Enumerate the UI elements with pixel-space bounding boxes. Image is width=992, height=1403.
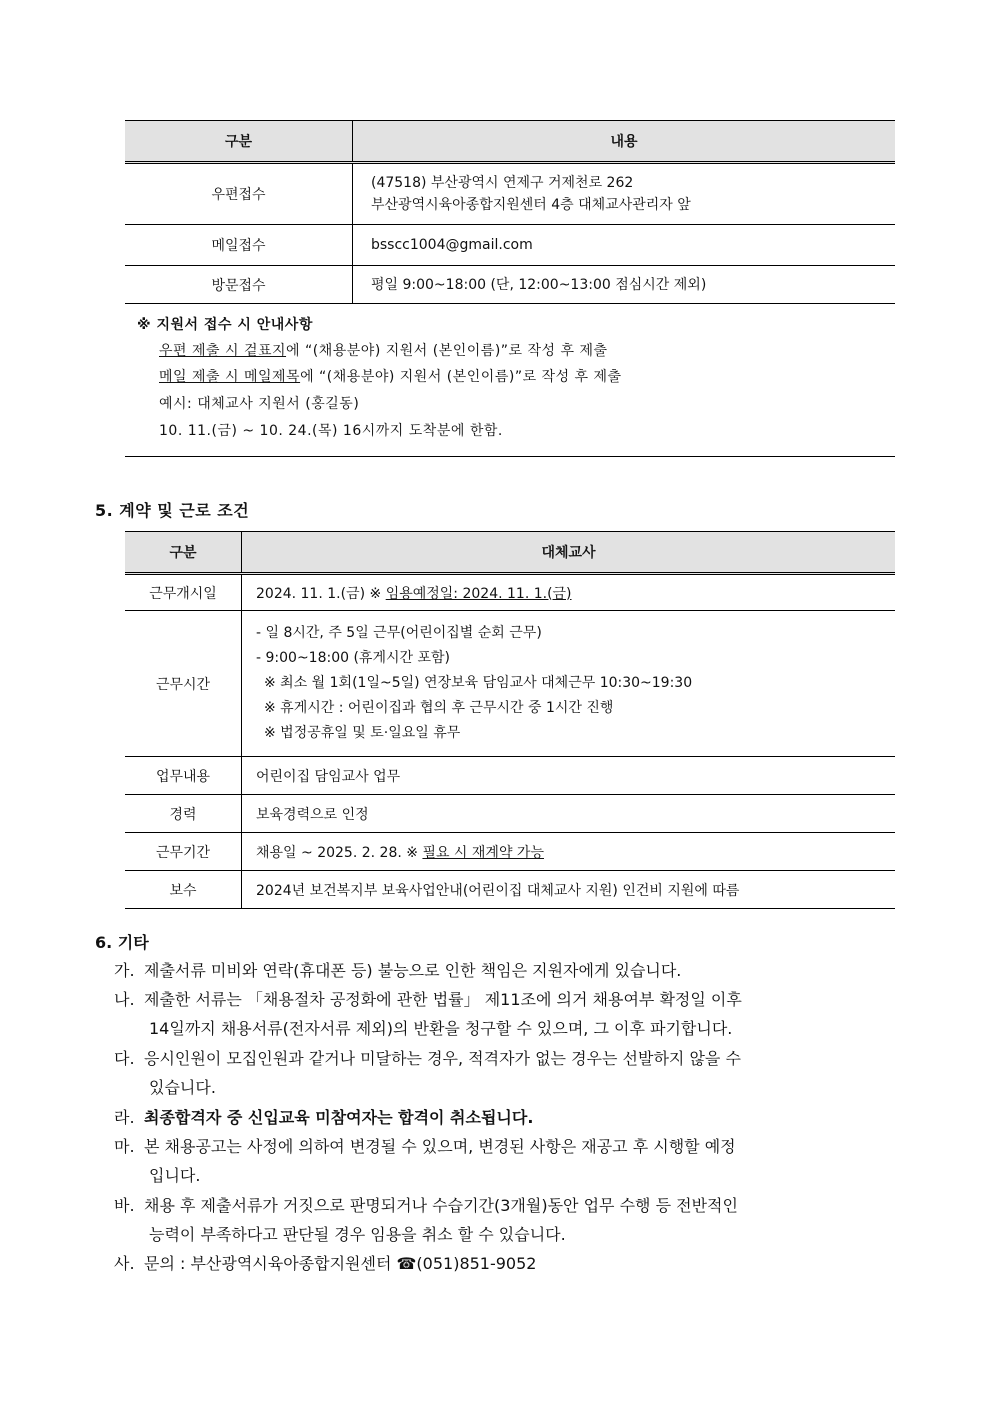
list-item: 가. 제출서류 미비와 연락(휴대폰 등) 불능으로 인한 책임은 지원자에게 있습니다. [114,961,682,980]
row-label: 업무내용 [125,757,242,795]
header-category: 구분 [125,121,353,163]
notice-line: 예시: 대체교사 지원서 (홍길동) [159,396,360,412]
list-item: 사. 문의 : 부산광역시육아종합지원센터 ☎(051)851-9052 [114,1254,537,1273]
section-6-heading: 6. 기타 [95,933,149,952]
hours-line: ※ 휴게시간 : 어린이집과 협의 후 근무시간 중 1시간 진행 [264,700,614,716]
header-category: 구분 [125,532,242,574]
table-row [125,795,895,833]
row-label: 메일접수 [125,225,353,266]
table-row [125,574,895,611]
list-item: 다. 응시인원이 모집인원과 같거나 미달하는 경우, 적격자가 없는 경우는 선발하지 않을 수 있습니다. [114,1049,741,1097]
notice-line: 10. 11.(금) ~ 10. 24.(목) 16시까지 도착분에 한함. [159,423,503,439]
submission-table [125,120,895,304]
row-label: 경력 [125,795,242,833]
hours-line: - 9:00~18:00 (휴게시간 포함) [256,650,450,666]
row-label: 근무기간 [125,833,242,871]
row-content: 보육경력으로 인정 [242,795,896,833]
table-row [125,611,895,757]
hours-line: ※ 법정공휴일 및 토·일요일 휴무 [264,725,461,741]
table-row [125,833,895,871]
notice-line: 메일 제출 시 메일제목에 “(채용분야) 지원서 (본인이름)”로 작성 후 제출 [159,369,622,385]
row-label: 근무시간 [125,611,242,757]
notice-title: ※ 지원서 접수 시 안내사항 [137,317,313,333]
row-label: 보수 [125,871,242,909]
row-label: 방문접수 [125,266,353,304]
submission-notice [125,310,895,457]
row-content [353,163,896,225]
row-content [242,611,896,757]
notice-line: 우편 제출 시 겉표지에 “(채용분야) 지원서 (본인이름)”로 작성 후 제출 [159,343,608,359]
email-address: bsscc1004@gmail.com [353,225,896,266]
row-label: 우편접수 [125,163,353,225]
table-row [125,757,895,795]
row-content: 2024. 11. 1.(금) ※ 임용예정일: 2024. 11. 1.(금) [242,574,896,611]
header-content: 내용 [353,121,896,163]
row-content: 어린이집 담임교사 업무 [242,757,896,795]
list-item: 마. 본 채용공고는 사정에 의하여 변경될 수 있으며, 변경된 사항은 재공고 후 시행할 예정 입니다. [114,1137,736,1185]
table-row [125,266,895,304]
table-row [125,871,895,909]
row-content: 채용일 ~ 2025. 2. 28. ※ 필요 시 재계약 가능 [242,833,896,871]
address-line: 부산광역시육아종합지원센터 4층 대체교사관리자 앞 [371,197,691,213]
address-line: (47518) 부산광역시 연제구 거제천로 262 [371,175,634,191]
hours-line: ※ 최소 월 1회(1일~5일) 연장보육 담임교사 대체근무 10:30~19:30 [264,675,693,691]
list-item: 라. 최종합격자 중 신입교육 미참여자는 합격이 취소됩니다. [114,1108,534,1127]
row-label: 근무개시일 [125,574,242,611]
row-content: 2024년 보건복지부 보육사업안내(어린이집 대체교사 지원) 인건비 지원에 따름 [242,871,896,909]
hours-line: - 일 8시간, 주 5일 근무(어린이집별 순회 근무) [256,625,542,641]
contract-table [125,531,895,909]
table-row [125,225,895,266]
section-5-heading: 5. 계약 및 근로 조건 [95,501,250,520]
list-item: 바. 채용 후 제출서류가 거짓으로 판명되거나 수습기간(3개월)동안 업무 수행 등 전반적인 능력이 부족하다고 판단될 경우 임용을 취소 할 수 있습니다. [114,1196,738,1244]
header-teacher: 대체교사 [242,532,896,574]
row-content: 평일 9:00~18:00 (단, 12:00~13:00 점심시간 제외) [353,266,896,304]
list-item: 나. 제출한 서류는 「채용절차 공정화에 관한 법률」 제11조에 의거 채용여부 확정일 이후 14일까지 채용서류(전자서류 제외)의 반환을 청구할 수 있으며, 그 이후 파기합니다. [114,990,742,1038]
table-row [125,163,895,225]
